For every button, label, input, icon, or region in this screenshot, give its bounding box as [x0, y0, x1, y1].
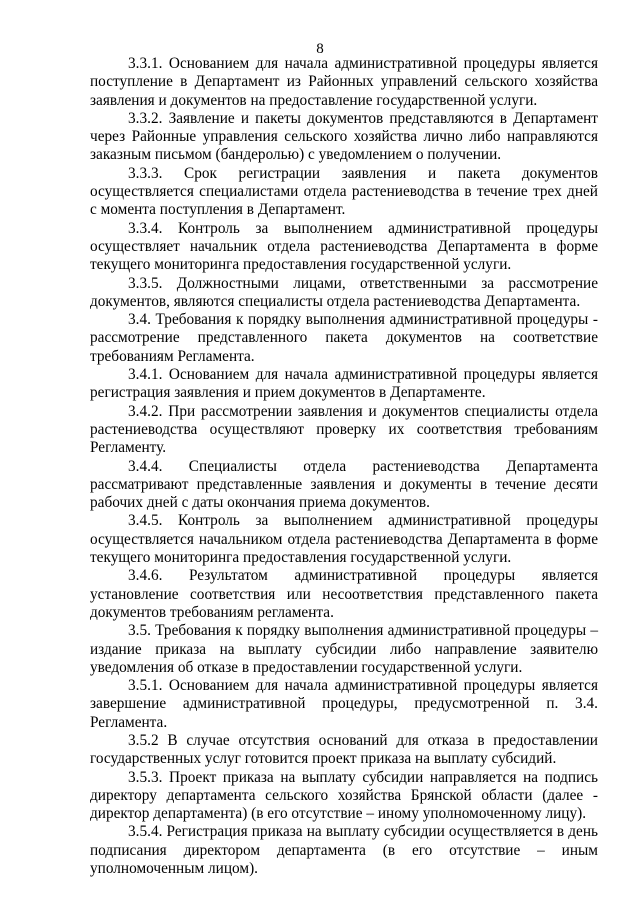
document-body — [90, 55, 598, 878]
paragraph-3-4-4: 3.4.4. Специалисты отдела растениеводства Департамента рассматривают представленные заявления и документы в течение десяти рабочих дней с даты окончания приема документов. — [90, 457, 598, 512]
paragraph-3-5-3: 3.5.3. Проект приказа на выплату субсидии направляется на подпись директору департамента сельского хозяйства Брянской области (далее - директор департамента) (в его отсутствие – иному уполномоченному лицу). — [90, 768, 598, 823]
paragraph-3-4: 3.4. Требования к порядку выполнения административной процедуры - рассмотрение представленного пакета документов на соответствие требованиям Регламента. — [90, 311, 598, 365]
paragraph-3-3-3: 3.3.3. Срок регистрации заявления и пакета документов осуществляется специалистами отдела растениеводства в течение трех дней с момента поступления в Департамент. — [90, 164, 598, 219]
paragraph-3-3-4: 3.3.4. Контроль за выполнением административной процедуры осуществляет начальник отдела растениеводства Департамента в форме текущего мониторинга предоставления государственной услуги. — [90, 219, 598, 274]
paragraph-3-4-2: 3.4.2. При рассмотрении заявления и документов специалисты отдела растениеводства осуществляют проверку их соответствия требованиям Регламенту. — [90, 402, 598, 457]
paragraph-3-5-1: 3.5.1. Основанием для начала административной процедуры является завершение административной процедуры, предусмотренной п. 3.4. Регламента. — [90, 677, 598, 731]
paragraph-3-4-1: 3.4.1. Основанием для начала административной процедуры является регистрация заявления и прием документов в Департаменте. — [90, 366, 598, 402]
paragraph-3-5-2: 3.5.2 В случае отсутствия оснований для отказа в предоставлении государственных услуг готовится проект приказа на выплату субсидий. — [90, 731, 598, 768]
paragraph-3-4-5: 3.4.5. Контроль за выполнением административной процедуры осуществляется начальником отдела растениеводства Департамента в форме текущего мониторинга предоставления государственной услуги. — [90, 512, 598, 567]
page-number: 8 — [316, 41, 324, 57]
paragraph-3-5-4: 3.5.4. Регистрация приказа на выплату субсидии осуществляется в день подписания директором департамента (в его отсутствие – иным уполномоченным лицом). — [90, 823, 598, 878]
paragraph-3-3-2: 3.3.2. Заявление и пакеты документов представляются в Департамент через Районные управления сельского хозяйства лично либо направляются заказным письмом (бандеролью) с уведомлением о получении. — [90, 109, 598, 164]
paragraph-3-3-1: 3.3.1. Основанием для начала административной процедуры является поступление в Департамент из Районных управлений сельского хозяйства заявления и документов на предоставление государственной услуги. — [90, 55, 598, 109]
paragraph-3-4-6: 3.4.6. Результатом административной процедуры является установление соответствия или несоответствия представленного пакета документов требованиям регламента. — [90, 567, 598, 621]
paragraph-3-3-5: 3.3.5. Должностными лицами, ответственными за рассмотрение документов, являются специалисты отдела растениеводства Департамента. — [90, 274, 598, 310]
paragraph-3-5: 3.5. Требования к порядку выполнения административной процедуры – издание приказа на выплату субсидии либо направление заявителю уведомления об отказе в предоставлении государственной услуги. — [90, 622, 598, 676]
